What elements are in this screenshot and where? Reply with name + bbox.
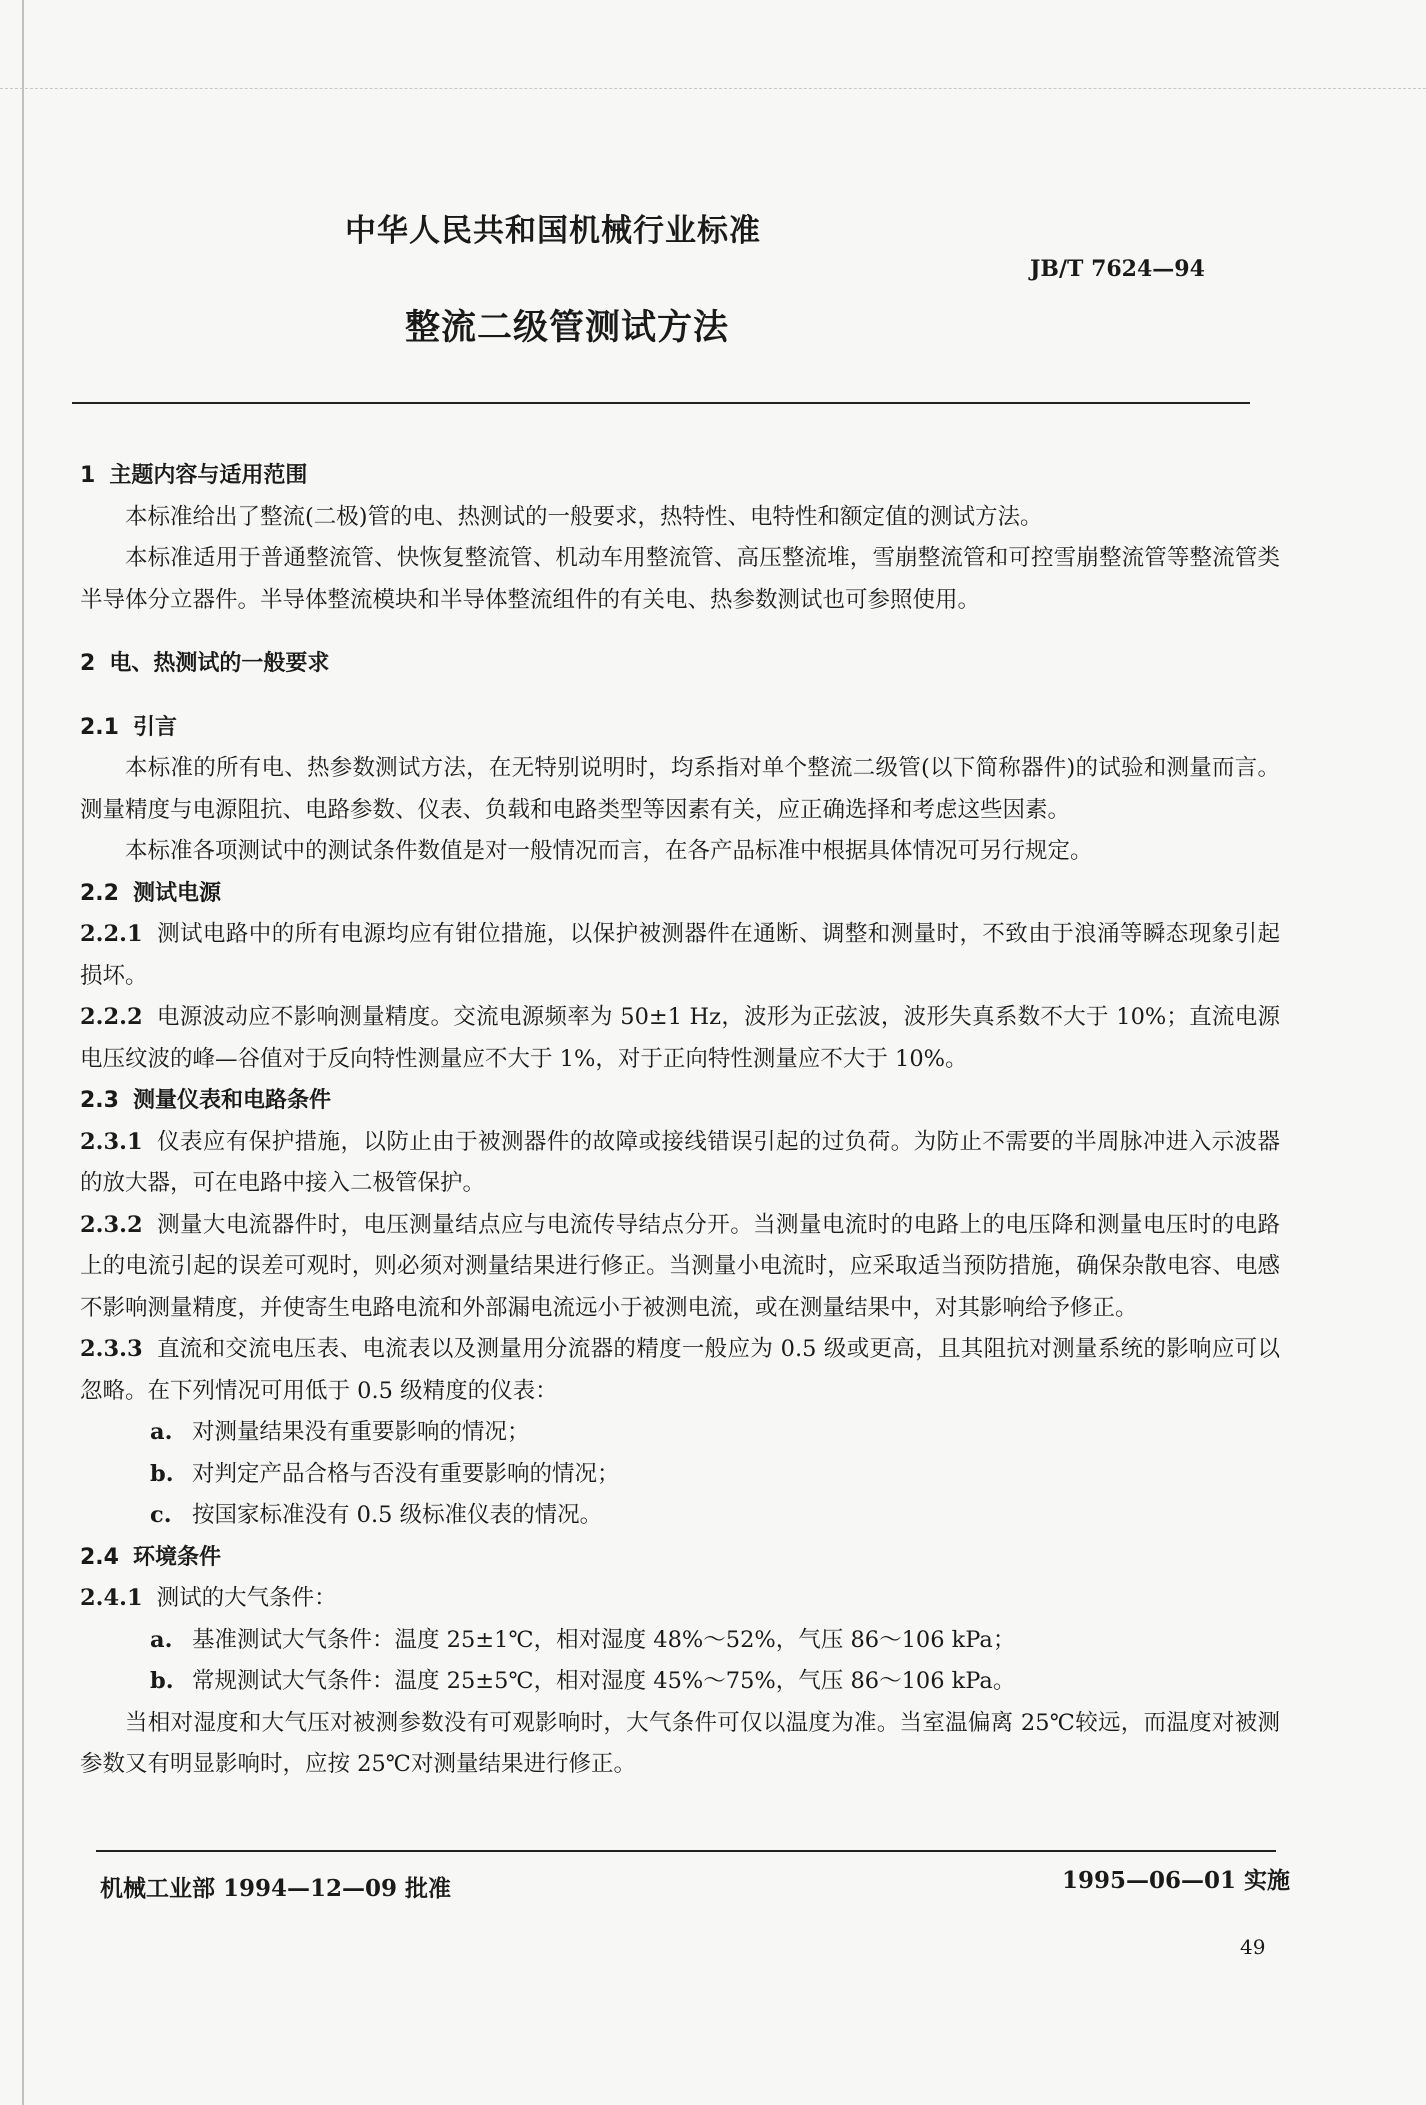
- subsection-heading-2-2: 2.2 测试电源: [80, 880, 221, 906]
- clause-2-4-1: 2.4.1 测试的大气条件：: [80, 1585, 337, 1611]
- clause-2-2-1: 2.2.1 测试电路中的所有电源均应有钳位措施，以保护被测器件在通断、调整和测量时，不致由于浪涌等瞬态现象引起损坏。: [80, 921, 1280, 989]
- scan-edge: [22, 0, 24, 2105]
- paragraph: 本标准各项测试中的测试条件数值是对一般情况而言，在各产品标准中根据具体情况可另行规定。: [125, 838, 1093, 864]
- clause-2-3-1: 2.3.1 仪表应有保护措施，以防止由于被测器件的故障或接线错误引起的过负荷。为防止不需要的半周脉冲进入示波器的放大器，可在电路中接入二极管保护。: [80, 1128, 1280, 1196]
- paragraph: 当相对湿度和大气压对被测参数没有可观影响时，大气条件可仅以温度为准。当室温偏离 25℃较远，而温度对被测参数又有明显影响时，应按 25℃对测量结果进行修正。: [80, 1709, 1280, 1777]
- standard-organization: 中华人民共和国机械行业标准: [345, 213, 761, 249]
- list-item: a. 对测量结果没有重要影响的情况；: [150, 1419, 530, 1445]
- document-title: 整流二级管测试方法: [405, 308, 730, 348]
- list-item: b. 对判定产品合格与否没有重要影响的情况；: [150, 1460, 620, 1487]
- document-body: [80, 455, 1280, 1786]
- subsection-heading-2-1: 2.1 引言: [80, 714, 177, 740]
- approval-note: 机械工业部 1994—12—09 批准: [100, 1875, 452, 1902]
- paragraph: 本标准的所有电、热参数测试方法，在无特别说明时，均系指对单个整流二级管(以下简称器件)的试验和测量而言。测量精度与电源阻抗、电路参数、仪表、负载和电路类型等因素有关，应正确选择和考虑这些因素。: [80, 755, 1280, 823]
- clause-2-2-2: 2.2.2 电源波动应不影响测量精度。交流电源频率为 50±1 Hz，波形为正弦波，波形失真系数不大于 10%；直流电源电压纹波的峰—谷值对于反向特性测量应不大于 1%，对于正向特性测量应不大于 10%。: [80, 1004, 1280, 1072]
- page-number: 49: [1240, 1935, 1266, 1959]
- subsection-heading-2-3: 2.3 测量仪表和电路条件: [80, 1088, 331, 1113]
- list-item: b. 常规测试大气条件：温度 25±5℃，相对湿度 45%～75%，气压 86～106 kPa。: [150, 1668, 1016, 1694]
- standard-code: JB/T 7624—94: [1030, 256, 1205, 282]
- list-item: c. 按国家标准没有 0.5 级标准仪表的情况。: [150, 1502, 603, 1528]
- section-heading-2: 2 电、热测试的一般要求: [80, 651, 330, 676]
- header-rule: [72, 402, 1250, 404]
- effective-date: 1995—06—01 实施: [1062, 1867, 1291, 1894]
- paragraph: 本标准适用于普通整流管、快恢复整流管、机动车用整流管、高压整流堆，雪崩整流管和可控雪崩整流管等整流管类半导体分立器件。半导体整流模块和半导体整流组件的有关电、热参数测试也可参照使用。: [80, 545, 1280, 613]
- section-heading-1: 1 主题内容与适用范围: [80, 463, 308, 488]
- list-item: a. 基准测试大气条件：温度 25±1℃，相对湿度 48%～52%，气压 86～106 kPa；: [150, 1626, 1016, 1653]
- clause-2-3-3: 2.3.3 直流和交流电压表、电流表以及测量用分流器的精度一般应为 0.5 级或更高，且其阻抗对测量系统的影响应可以忽略。在下列情况可用低于 0.5 级精度的仪表：: [80, 1336, 1280, 1404]
- scan-artifact-line: [0, 88, 1426, 90]
- subsection-heading-2-4: 2.4 环境条件: [80, 1544, 221, 1570]
- paragraph: 本标准给出了整流(二极)管的电、热测试的一般要求，热特性、电特性和额定值的测试方法。: [125, 503, 1043, 530]
- clause-2-3-2: 2.3.2 测量大电流器件时，电压测量结点应与电流传导结点分开。当测量电流时的电路上的电压降和测量电压时的电路上的电流引起的误差可观时，则必须对测量结果进行修正。当测量小电流时，应采取适当预防措施，确保杂散电容、电感不影响测量精度，并使寄生电路电流和外部漏电流远小于被测电流，或在测量结果中，对其影响给予修正。: [80, 1211, 1280, 1321]
- footer-rule: [96, 1850, 1276, 1852]
